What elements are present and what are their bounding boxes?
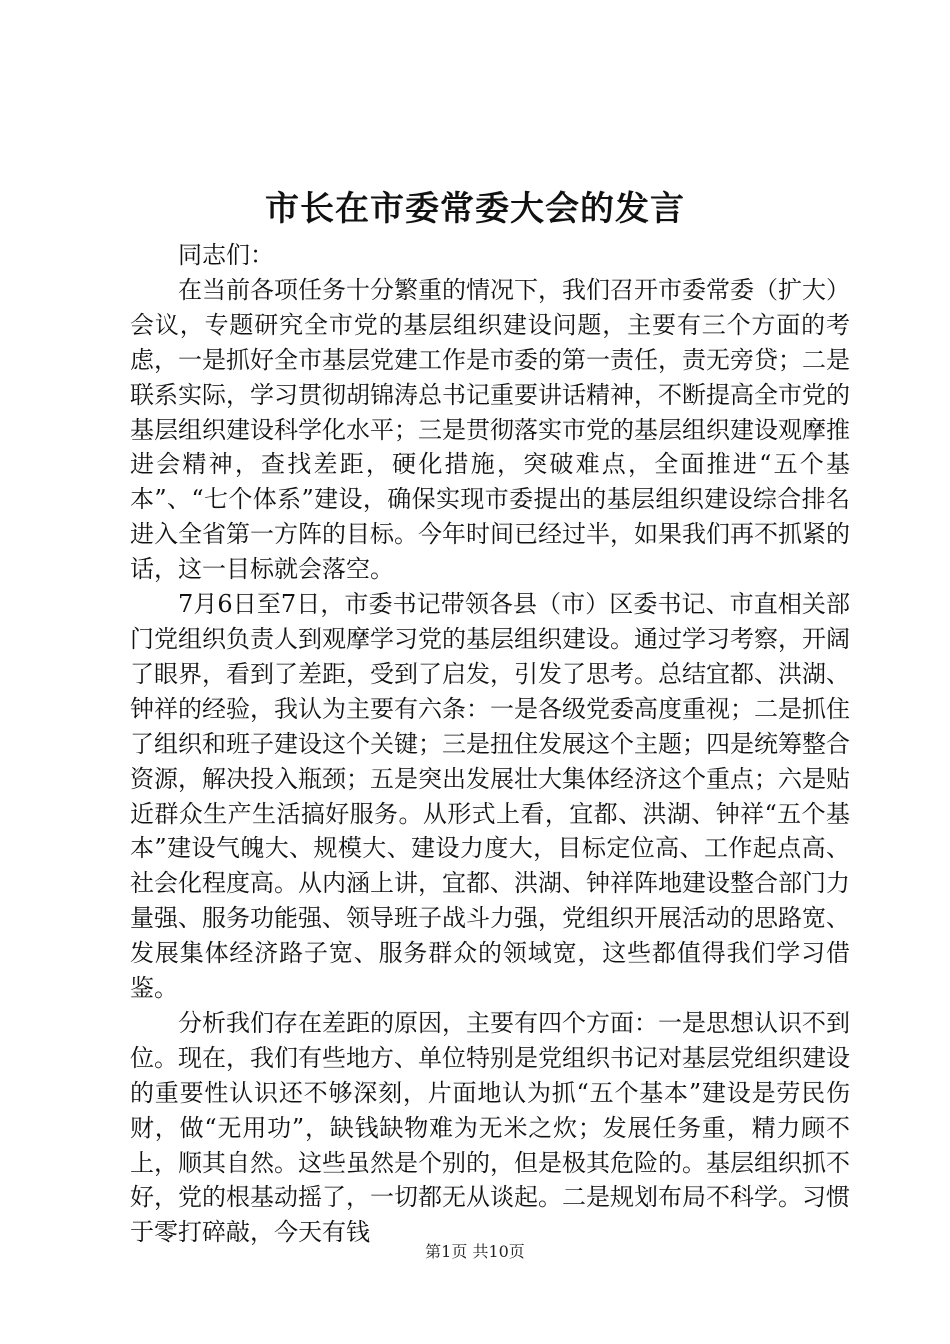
page-footer: 第1页 共10页 — [425, 1242, 525, 1261]
paragraph-1: 在当前各项任务十分繁重的情况下，我们召开市委常委（扩大）会议，专题研究全市党的基层组织建设问题，主要有三个方面的考虑，一是抓好全市基层党建工作是市委的第一责任，责无旁贷；二是联系实际，学习贯彻胡锦涛总书记重要讲话精神，不断提高全市党的基层组织建设科学化水平；三是贯彻落实市党的基层组织建设观摩推进会精神，查找差距，硬化措施，突破难点，全面推进“五个基本”、“七个体系”建设，确保实现市委提出的基层组织建设综合排名进入全省第一方阵的目标。今年时间已经过半，如果我们再不抓紧的话，这一目标就会落空。 — [130, 275, 850, 584]
document-body — [130, 238, 850, 1250]
paragraph-2: 7月6日至7日，市委书记带领各县（市）区委书记、市直相关部门党组织负责人到观摩学习党的基层组织建设。通过学习考察，开阔了眼界，看到了差距，受到了启发，引发了思考。总结宜都、洪湖、钟祥的经验，我认为主要有六条：一是各级党委高度重视；二是抓住了组织和班子建设这个关键；三是扭住发展这个主题；四是统筹整合资源，解决投入瓶颈；五是突出发展壮大集体经济这个重点；六是贴近群众生产生活搞好服务。从形式上看，宜都、洪湖、钟祥“五个基本”建设气魄大、规模大、建设力度大，目标定位高、工作起点高、社会化程度高。从内涵上讲，宜都、洪湖、钟祥阵地建设整合部门力量强、服务功能强、领导班子战斗力强，党组织开展活动的思路宽、发展集体经济路子宽、服务群众的领域宽，这些都值得我们学习借鉴。 — [130, 590, 850, 1003]
salutation: 同志们： — [178, 241, 274, 269]
paragraph-3: 分析我们存在差距的原因，主要有四个方面：一是思想认识不到位。现在，我们有些地方、单位特别是党组织书记对基层党组织建设的重要性认识还不够深刻，片面地认为抓“五个基本”建设是劳民伤财，做“无用功”，缺钱缺物难为无米之炊；发展任务重，精力顾不上，顺其自然。这些虽然是个别的，但是极其危险的。基层组织抓不好，党的根基动摇了，一切都无从谈起。二是规划布局不科学。习惯于零打碎敲，今天有钱 — [130, 1008, 850, 1247]
document-title: 市长在市委常委大会的发言 — [265, 189, 685, 229]
